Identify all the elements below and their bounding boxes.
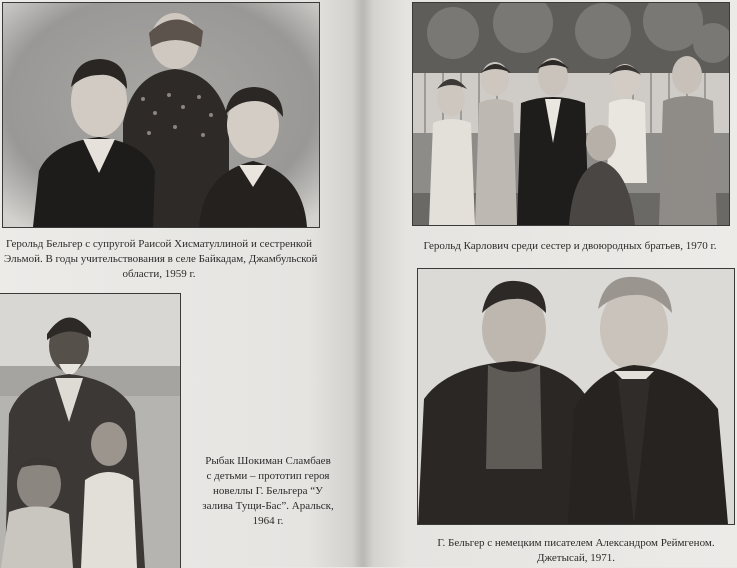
- photo-family-group: [412, 2, 730, 226]
- caption-line: 1964 г.: [252, 515, 284, 527]
- caption-line: залива Тущи-Бас”. Аральск,: [202, 500, 334, 512]
- photo-fisherman-children: [0, 293, 181, 568]
- book-spine-shadow: [352, 0, 374, 567]
- caption-line: Эльмой. В годы учительствования в селе Байкадам, Джамбульской: [4, 253, 318, 265]
- right-page: [362, 0, 737, 567]
- caption-line: области, 1959 г.: [122, 268, 196, 280]
- photo-writers: [417, 268, 735, 525]
- caption-line: с детьми – прототип героя: [206, 470, 330, 482]
- caption-line: Джетысай, 1971.: [536, 552, 616, 564]
- caption-line: Рыбак Шокиман Сламбаев: [205, 455, 331, 467]
- left-page: [0, 0, 362, 567]
- caption-line: Герольд Карлович среди сестер и двоюродных братьев, 1970 г.: [423, 240, 717, 252]
- photo-family-portrait: [2, 2, 320, 228]
- caption-line: новеллы Г. Бельгера “У: [213, 485, 323, 497]
- caption-family-portrait: [4, 237, 318, 282]
- caption-line: Герольд Бельгер с супругой Раисой Хисматуллиной и сестренкой: [5, 238, 313, 250]
- caption-family-group: [414, 239, 726, 254]
- caption-line: Г. Бельгер с немецким писателем Александром Реймгеном.: [437, 537, 715, 549]
- caption-writers: [418, 536, 734, 566]
- caption-fisherman: [188, 454, 348, 529]
